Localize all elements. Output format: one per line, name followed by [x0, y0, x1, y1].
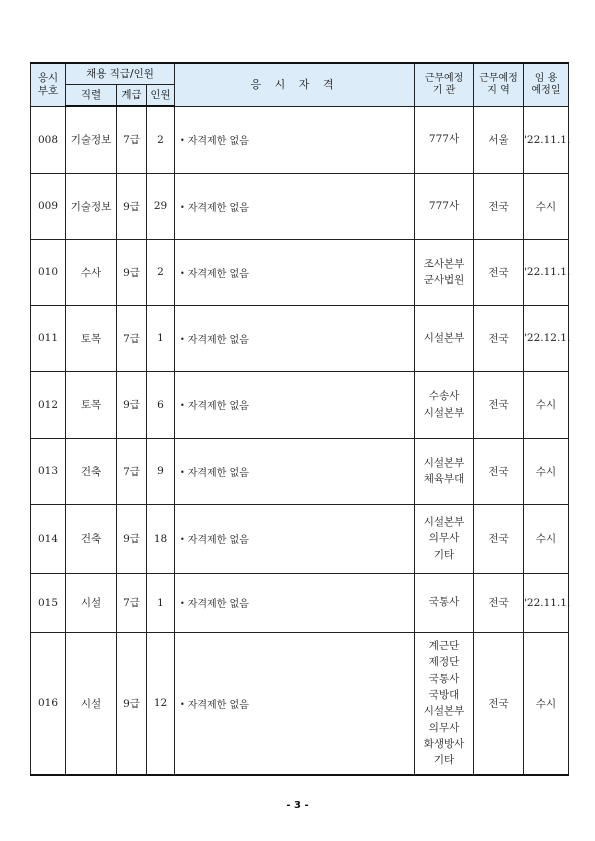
- count-cell: 18: [147, 504, 175, 573]
- field-cell: 토목: [66, 305, 117, 371]
- qualification-cell: [175, 504, 415, 573]
- table-row: [31, 173, 569, 239]
- header-exam-no-line1: 응시: [37, 72, 59, 85]
- work-region-cell: 서울: [474, 106, 524, 173]
- header-work-place-line1: 근무예정: [424, 72, 464, 84]
- work-region-cell: 전국: [474, 632, 524, 775]
- appointment-date-cell: '22.11.1.: [524, 239, 569, 305]
- work-place-line: 조사본부: [423, 257, 465, 270]
- work-place-line: 국통사: [428, 672, 460, 685]
- qualification-cell: [175, 438, 415, 504]
- grade-cell: 9급: [117, 239, 147, 305]
- work-place-line: 777사: [428, 199, 460, 212]
- count-cell: 1: [147, 573, 175, 632]
- work-region-cell: 전국: [474, 438, 524, 504]
- count-cell: 9: [147, 438, 175, 504]
- exam-no-cell: 009: [31, 173, 66, 239]
- table-row: [31, 438, 569, 504]
- work-region-cell: 전국: [474, 239, 524, 305]
- table-row: [31, 573, 569, 632]
- bullet-icon: •: [180, 334, 185, 344]
- grade-cell: 7급: [117, 573, 147, 632]
- work-place-line: 제정단: [428, 656, 460, 669]
- table-row: [31, 239, 569, 305]
- work-place-line: 시설본부: [423, 331, 465, 344]
- work-place-cell: [415, 371, 474, 438]
- exam-no-cell: 016: [31, 632, 66, 775]
- grade-cell: 7급: [117, 438, 147, 504]
- qualification-cell: [175, 106, 415, 173]
- qualification-text: 자격제한 없음: [187, 699, 249, 711]
- work-place-line: 화생방사: [423, 737, 465, 750]
- field-cell: 시설: [66, 573, 117, 632]
- work-place-line: 시설본부: [423, 406, 465, 419]
- qualification-text: 자격제한 없음: [187, 202, 249, 214]
- qualification-cell: [175, 305, 415, 371]
- work-place-line: 군사법원: [423, 274, 465, 286]
- field-cell: 기술정보: [66, 173, 117, 239]
- field-cell: 기술정보: [66, 106, 117, 173]
- exam-no-cell: 008: [31, 106, 66, 173]
- work-place-line: 의무사: [428, 532, 460, 545]
- work-region-cell: 전국: [474, 504, 524, 573]
- work-place-line: 체육부대: [423, 473, 465, 485]
- header-work-region-line1: 근무예정: [479, 72, 518, 84]
- grade-cell: 9급: [117, 504, 147, 573]
- header-work-region-line2: 지 역: [487, 84, 510, 96]
- bullet-icon: •: [180, 268, 185, 278]
- bullet-icon: •: [180, 401, 185, 410]
- bullet-icon: •: [180, 467, 185, 477]
- header-appointment-date-line1: 임 용: [534, 72, 558, 84]
- header-qualification: 응 시 자 격: [175, 63, 415, 106]
- header-exam-no-line2: 부호: [37, 84, 59, 97]
- work-place-line: 기타: [433, 754, 455, 767]
- work-place-cell: [415, 632, 474, 775]
- header-appointment-date-line2: 예정일: [531, 84, 561, 96]
- appointment-date-cell: '22.11.1.: [524, 573, 569, 632]
- work-place-line: 의무사: [428, 721, 460, 734]
- grade-cell: 9급: [117, 173, 147, 239]
- page-number: - 3 -: [286, 800, 309, 811]
- work-region-cell: 전국: [474, 305, 524, 371]
- table-row: [31, 371, 569, 438]
- work-place-cell: [415, 573, 474, 632]
- qualification-text: 자격제한 없음: [187, 401, 249, 412]
- qualification-cell: [175, 173, 415, 239]
- table-row: [31, 632, 569, 775]
- bullet-icon: •: [180, 599, 185, 608]
- count-cell: 12: [147, 632, 175, 775]
- work-place-cell: [415, 106, 474, 173]
- work-region-cell: 전국: [474, 371, 524, 438]
- grade-cell: 9급: [117, 371, 147, 438]
- work-place-line: 시설본부: [423, 456, 465, 469]
- exam-no-cell: 010: [31, 239, 66, 305]
- field-cell: 건축: [66, 504, 117, 573]
- count-cell: 6: [147, 371, 175, 438]
- exam-no-cell: 011: [31, 305, 66, 371]
- qualification-text: 자격제한 없음: [187, 467, 249, 479]
- bullet-icon: •: [180, 535, 185, 544]
- count-cell: 29: [147, 173, 175, 239]
- bullet-icon: •: [180, 202, 185, 212]
- qualification-text: 자격제한 없음: [187, 535, 249, 546]
- bullet-icon: •: [180, 699, 185, 709]
- work-place-line: 777사: [428, 133, 460, 146]
- appointment-date-cell: 수시: [524, 173, 569, 239]
- work-place-cell: [415, 438, 474, 504]
- appointment-date-cell: '22.12.1.: [524, 305, 569, 371]
- header-work-place-line2: 기 관: [432, 84, 456, 96]
- work-region-cell: 전국: [474, 173, 524, 239]
- header-grade: 계급: [117, 85, 147, 107]
- appointment-date-cell: 수시: [524, 438, 569, 504]
- exam-no-cell: 012: [31, 371, 66, 438]
- table-row: [31, 106, 569, 173]
- header-exam-no: [31, 63, 66, 106]
- work-place-line: 수송사: [428, 390, 460, 403]
- appointment-date-cell: 수시: [524, 504, 569, 573]
- work-place-line: 기타: [433, 548, 455, 561]
- grade-cell: 7급: [117, 106, 147, 173]
- grade-cell: 7급: [117, 305, 147, 371]
- field-cell: 토목: [66, 371, 117, 438]
- recruitment-table: [30, 62, 569, 776]
- qualification-cell: [175, 632, 415, 775]
- exam-no-cell: 015: [31, 573, 66, 632]
- qualification-cell: [175, 371, 415, 438]
- grade-cell: 9급: [117, 632, 147, 775]
- work-place-cell: [415, 504, 474, 573]
- header-work-region: [474, 63, 524, 106]
- field-cell: 수사: [66, 239, 117, 305]
- qualification-text: 자격제한 없음: [187, 599, 249, 610]
- table-body: [31, 106, 569, 775]
- header-work-place: [415, 63, 474, 106]
- table-row: [31, 305, 569, 371]
- appointment-date-cell: '22.11.1.: [524, 106, 569, 173]
- work-place-line: 국통사: [428, 596, 460, 609]
- header-appointment-date: [524, 63, 569, 106]
- qualification-text: 자격제한 없음: [187, 136, 249, 147]
- count-cell: 2: [147, 239, 175, 305]
- field-cell: 건축: [66, 438, 117, 504]
- table-header: [31, 63, 569, 106]
- work-place-cell: [415, 173, 474, 239]
- qualification-cell: [175, 239, 415, 305]
- field-cell: 시설: [66, 632, 117, 775]
- work-place-cell: [415, 305, 474, 371]
- count-cell: 2: [147, 106, 175, 173]
- header-count: 인원: [147, 85, 175, 107]
- header-field: 직렬: [66, 85, 117, 107]
- work-place-cell: [415, 239, 474, 305]
- bullet-icon: •: [180, 136, 185, 145]
- qualification-text: 자격제한 없음: [187, 268, 249, 280]
- table-row: [31, 504, 569, 573]
- count-cell: 1: [147, 305, 175, 371]
- header-recruit-group: 채용 직급/인원: [66, 63, 175, 85]
- work-place-line: 국방대: [428, 688, 460, 701]
- work-region-cell: 전국: [474, 573, 524, 632]
- appointment-date-cell: 수시: [524, 632, 569, 775]
- appointment-date-cell: 수시: [524, 371, 569, 438]
- work-place-line: 시설본부: [423, 705, 465, 718]
- work-place-line: 시설본부: [423, 516, 465, 529]
- work-place-line: 계근단: [428, 640, 460, 653]
- qualification-text: 자격제한 없음: [187, 334, 249, 346]
- exam-no-cell: 013: [31, 438, 66, 504]
- exam-no-cell: 014: [31, 504, 66, 573]
- qualification-cell: [175, 573, 415, 632]
